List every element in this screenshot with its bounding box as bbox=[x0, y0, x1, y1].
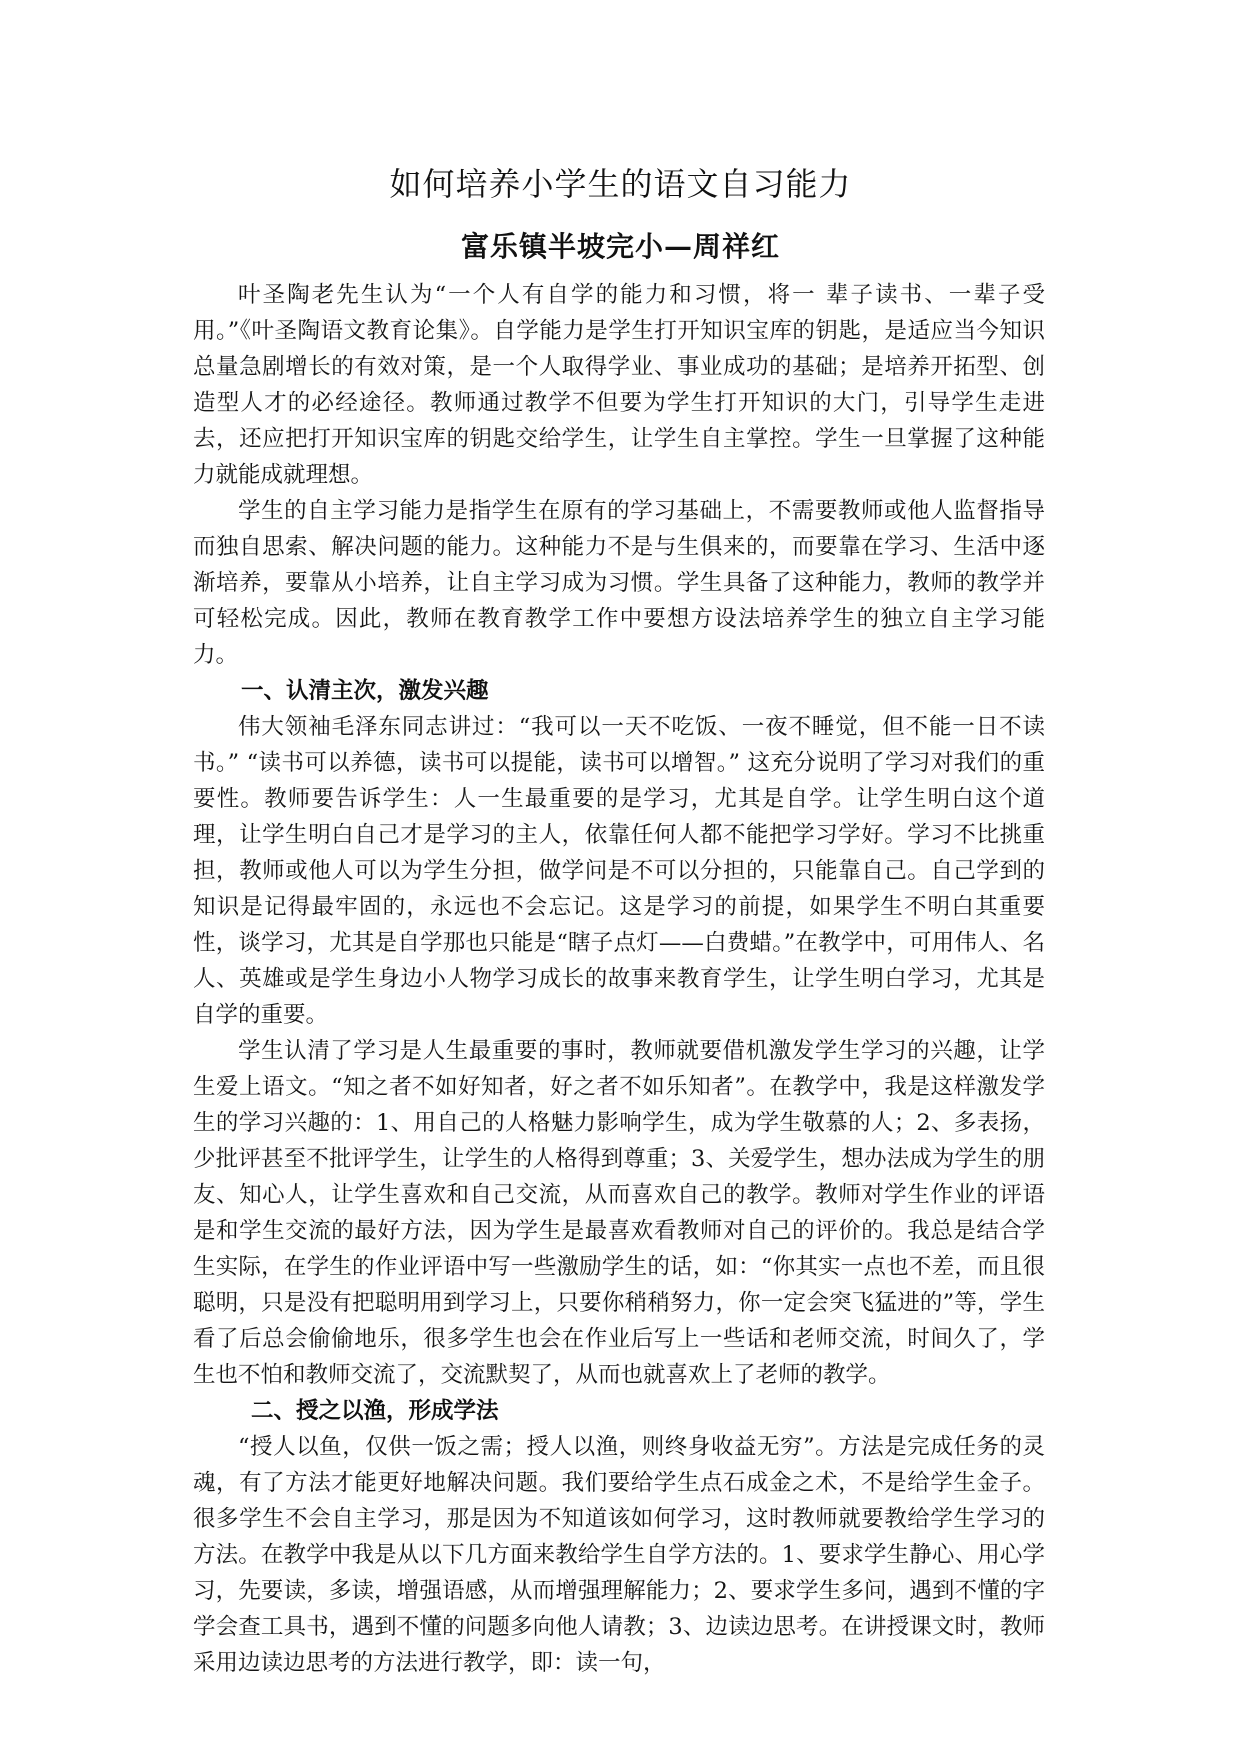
section-heading: 一、认清主次，激发兴趣 bbox=[241, 678, 489, 704]
document-author: 富乐镇半坡完小—周祥红 bbox=[460, 230, 780, 263]
section-paragraph: 学生认清了学习是人生最重要的事时，教师就要借机激发学生学习的兴趣，让学生爱上语文。“知之者不如好知者，好之者不如乐知者”。在教学中，我是这样激发学生的学习兴趣的：1、用自己的人格魅力影响学生，成为学生敬慕的人；2、多表扬，少批评甚至不批评学生，让学生的人格得到尊重；3、关爱学生，想办法成为学生的朋友、知心人，让学生喜欢和自己交流，从而喜欢自己的教学。教师对学生作业的评语是和学生交流的最好方法，因为学生是最喜欢看教师对自己的评价的。我总是结合学生实际，在学生的作业评语中写一些激励学生的话，如：“你其实一点也不差，而且很聪明，只是没有把聪明用到学习上，只要你稍稍努力，你一定会突飞猛进的”等，学生看了后总会偷偷地乐，很多学生也会在作业后写上一些话和老师交流，时间久了，学生也不怕和教师交流了，交流默契了，从而也就喜欢上了老师的教学。 bbox=[193, 1038, 1045, 1388]
section-paragraph: “授人以鱼，仅供一饭之需；授人以渔，则终身收益无穷”。方法是完成任务的灵魂，有了方法才能更好地解决问题。我们要给学生点石成金之术，不是给学生金子。很多学生不会自主学习，那是因为不知道该如何学习，这时教师就要教给学生学习的方法。在教学中我是从以下几方面来教给学生自学方法的。1、要求学生静心、用心学习，先要读，多读，增强语感，从而增强理解能力；2、要求学生多问，遇到不懂的字学会查工具书，遇到不懂的问题多向他人请教；3、边读边思考。在讲授课文时，教师采用边读边思考的方法进行教学，即：读一句， bbox=[193, 1434, 1045, 1676]
document-body bbox=[193, 277, 1045, 1681]
section-paragraph: 伟大领袖毛泽东同志讲过：“我可以一天不吃饭、一夜不睡觉，但不能一日不读书。” “读书可以养德，读书可以提能，读书可以增智。” 这充分说明了学习对我们的重要性。教师要告诉学生：人一生最重要的是学习，尤其是自学。让学生明白这个道理，让学生明白自己才是学习的主人，依靠任何人都不能把学习学好。学习不比挑重担，教师或他人可以为学生分担，做学问是不可以分担的，只能靠自己。自己学到的知识是记得最牢固的，永远也不会忘记。这是学习的前提，如果学生不明白其重要性，谈学习，尤其是自学那也只能是“瞎子点灯——白费蜡。”在教学中，可用伟人、名人、英雄或是学生身边小人物学习成长的故事来教育学生，让学生明白学习，尤其是自学的重要。 bbox=[193, 714, 1045, 1028]
intro-paragraph: 学生的自主学习能力是指学生在原有的学习基础上，不需要教师或他人监督指导而独自思索、解决问题的能力。这种能力不是与生俱来的，而要靠在学习、生活中逐渐培养，要靠从小培养，让自主学习成为习惯。学生具备了这种能力，教师的教学并可轻松完成。因此，教师在教育教学工作中要想方设法培养学生的独立自主学习能力。 bbox=[193, 498, 1045, 668]
section-heading: 二、授之以渔，形成学法 bbox=[251, 1398, 499, 1424]
intro-paragraph: 叶圣陶老先生认为“一个人有自学的能力和习惯，将一 辈子读书、一辈子受用。”《叶圣陶语文教育论集》。自学能力是学生打开知识宝库的钥匙，是适应当今知识总量急剧增长的有效对策，是一个人取得学业、事业成功的基础；是培养开拓型、创造型人才的必经途径。教师通过教学不但要为学生打开知识的大门，引导学生走进去，还应把打开知识宝库的钥匙交给学生，让学生自主掌控。学生一旦掌握了这种能力就能成就理想。 bbox=[193, 282, 1045, 488]
document-title: 如何培养小学生的语文自习能力 bbox=[389, 165, 852, 203]
